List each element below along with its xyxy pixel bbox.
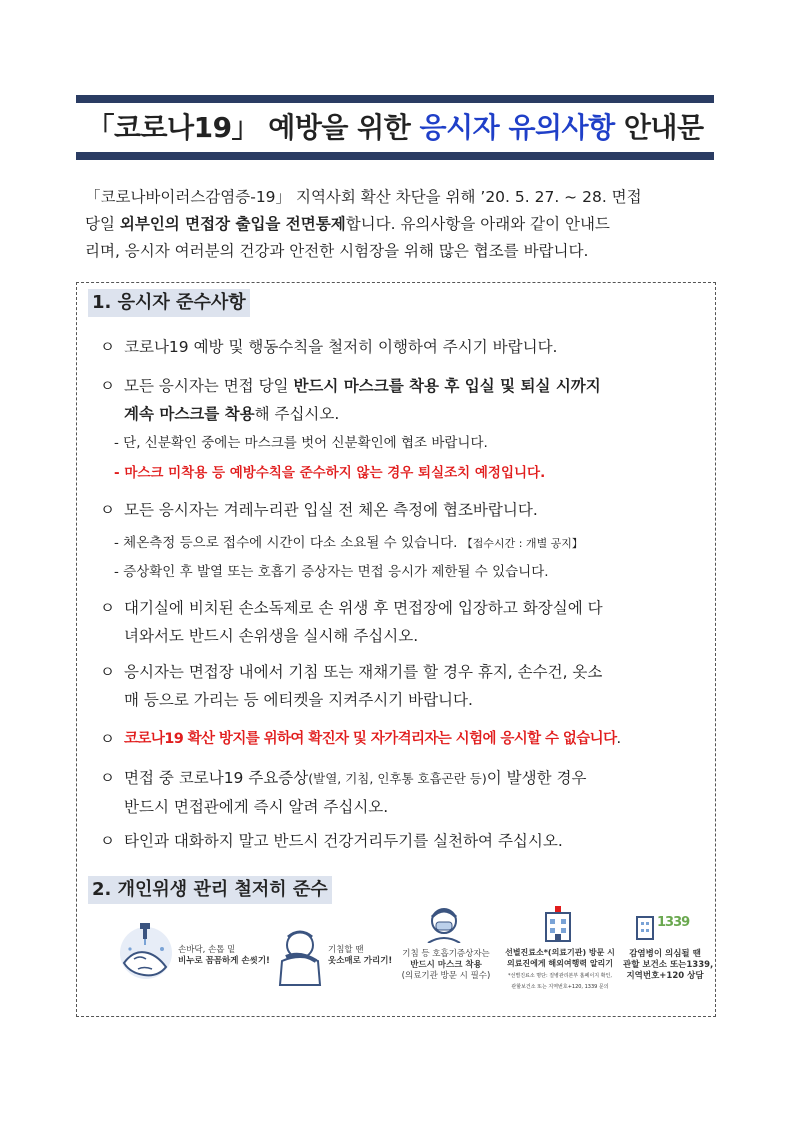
rule-line: 대기실에 비치된 손소독제로 손 위생 후 면접장에 입장하고 화장실에 다 — [124, 599, 603, 617]
intro-line-1: 「코로나바이러스감염증-19」 지역사회 확산 차단을 위해 ’20. 5. 27. ~ 28. 면접 — [85, 188, 642, 206]
hygiene-infographic — [118, 905, 714, 1001]
hygiene-tile-mask — [396, 905, 496, 1001]
bullet-icon: ㅇ — [100, 377, 115, 395]
rule-line — [124, 372, 705, 400]
bullet-icon: ㅇ — [100, 730, 115, 748]
title-suffix: 안내문 — [614, 111, 704, 144]
rule-text: 코로나19 예방 및 행동수칙을 철저히 이행하여 주시기 바랍니다. — [124, 338, 558, 356]
warning-text: 마스크 미착용 등 예방수칙을 준수하지 않는 경우 퇴실조치 예정입니다. — [124, 465, 546, 481]
intro-text: 합니다. 유의사항을 아래와 같이 안내드 — [345, 215, 610, 233]
caption-line: 손바닥, 손톱 밑 — [178, 945, 236, 955]
rule-sub-2b — [114, 462, 545, 484]
rule-text: 해 주십시오. — [254, 405, 340, 423]
section-1-title: 1. 응시자 준수사항 — [88, 289, 250, 317]
rule-text: 타인과 대화하지 말고 반드시 건강거리두기를 실천하여 주십시오. — [124, 832, 563, 850]
rule-item-6 — [100, 725, 705, 753]
caption-note: *선별진료소 명단: 질병관리본부 홈페이지 확인, — [508, 973, 612, 979]
rule-item-7 — [100, 764, 705, 821]
rule-text: 모든 응시자는 면접 당일 — [124, 377, 294, 395]
bullet-icon: ㅇ — [100, 769, 115, 787]
hand-washing-icon — [118, 919, 176, 989]
rule-item-4 — [100, 594, 705, 650]
intro-line-3: 리며, 응시자 여러분의 건강과 안전한 시험장을 위해 많은 협조를 바랍니다. — [85, 242, 589, 260]
hospital-icon — [538, 905, 578, 943]
rule-line: 반드시 면접관에게 즉시 알려 주십시오. — [124, 798, 389, 816]
bullet-icon: ㅇ — [100, 599, 115, 617]
title-bottom-bar — [76, 152, 714, 160]
rule-bold: 반드시 마스크를 착용 후 입실 및 퇴실 시까지 — [293, 377, 601, 395]
rule-sub-2a: - 단, 신분확인 중에는 마스크를 벗어 신분확인에 협조 바랍니다. — [114, 435, 488, 451]
caption-bold: 의료진에게 해외여행력 알리기 — [506, 959, 614, 968]
sub-text: - 체온측정 등으로 접수에 시간이 다소 소요될 수 있습니다. — [114, 535, 458, 551]
caption-bold: 지역번호+120 상담 — [626, 971, 704, 981]
rule-item-5 — [100, 658, 705, 714]
rule-sub-3a — [114, 532, 583, 555]
reception-note: 【접수시간 : 개별 공지】 — [461, 537, 583, 550]
tile-caption — [178, 945, 270, 967]
caption-bold: 반드시 마스크 착용 — [410, 960, 482, 970]
sub-dash: - — [114, 465, 125, 481]
warning-text: 코로나19 확산 방지를 위하여 확진자 및 자가격리자는 시험에 응시할 수 없습니다 — [124, 731, 617, 747]
tile-caption — [328, 945, 392, 967]
intro-bold: 외부인의 면접장 출입을 전면통제 — [119, 215, 346, 233]
rule-line — [124, 764, 705, 793]
bullet-icon: ㅇ — [100, 338, 115, 356]
page-title — [76, 106, 714, 150]
intro-paragraph — [85, 184, 715, 265]
caption-bold: 선별진료소*(의료기관) 방문 시 — [505, 948, 615, 957]
caption-bold: 비누로 꼼꼼하게 손씻기! — [178, 956, 270, 966]
symptom-list: (발열, 기침, 인후통 호흡곤란 등) — [308, 771, 487, 786]
rule-line: 매 등으로 가리는 등 에티켓을 지켜주시기 바랍니다. — [124, 691, 473, 709]
rule-text: 모든 응시자는 겨레누리관 입실 전 체온 측정에 협조바랍니다. — [124, 501, 538, 519]
title-top-bar — [76, 95, 714, 103]
caption-note: 관할보건소 또는 지역번호+120, 1339 문의 — [511, 984, 609, 990]
rule-item-1 — [100, 333, 705, 361]
rule-text: 이 발생한 경우 — [486, 769, 587, 787]
caption-bold: 감염병이 의심될 땐 — [629, 949, 701, 959]
caption-bold: 관할 보건소 또는1339, — [623, 960, 714, 970]
tile-caption — [504, 947, 616, 991]
rule-line: 녀와서도 반드시 손위생을 실시해 주십시오. — [124, 627, 419, 645]
bullet-icon: ㅇ — [100, 663, 115, 681]
intro-text: 당일 — [85, 215, 120, 233]
intro-line-2 — [85, 211, 715, 238]
section-2-title: 2. 개인위생 관리 철저히 준수 — [88, 876, 332, 904]
bullet-icon: ㅇ — [100, 501, 115, 519]
brand-1339: 1339 — [657, 915, 690, 930]
caption-line: 기침 등 호흡기증상자는 — [402, 949, 490, 959]
hygiene-tile-cough — [278, 905, 393, 1001]
rule-item-3 — [100, 496, 705, 524]
hygiene-tile-handwash — [118, 905, 270, 1001]
hygiene-tile-1339 — [623, 905, 714, 1001]
caption-line: (의료기관 방문 시 필수) — [401, 971, 491, 981]
title-prefix: 「코로나19」 예방을 위한 — [86, 111, 420, 144]
rule-item-2 — [100, 372, 705, 428]
rule-text: . — [616, 731, 621, 747]
masked-person-icon — [424, 905, 464, 943]
tile-caption — [396, 949, 496, 982]
bullet-icon: ㅇ — [100, 832, 115, 850]
cough-sleeve-icon — [278, 927, 326, 987]
hygiene-tile-clinic — [504, 905, 614, 1001]
rule-line — [124, 400, 705, 428]
caption-line: 기침할 땐 — [328, 945, 364, 955]
tile-caption — [623, 949, 714, 982]
title-highlight: 응시자 유의사항 — [419, 111, 615, 144]
caption-bold: 옷소매로 가리기! — [328, 956, 393, 966]
rule-text: 면접 중 코로나19 주요증상 — [124, 769, 309, 787]
rule-line — [124, 725, 705, 753]
rule-item-8 — [100, 827, 705, 855]
rule-sub-3b: - 증상확인 후 발열 또는 호흡기 증상자는 면접 응시가 제한될 수 있습니다. — [114, 564, 549, 580]
rule-bold: 계속 마스크를 착용 — [124, 405, 255, 423]
rule-line: 응시자는 면접장 내에서 기침 또는 재채기를 할 경우 휴지, 손수건, 옷소 — [124, 663, 603, 681]
